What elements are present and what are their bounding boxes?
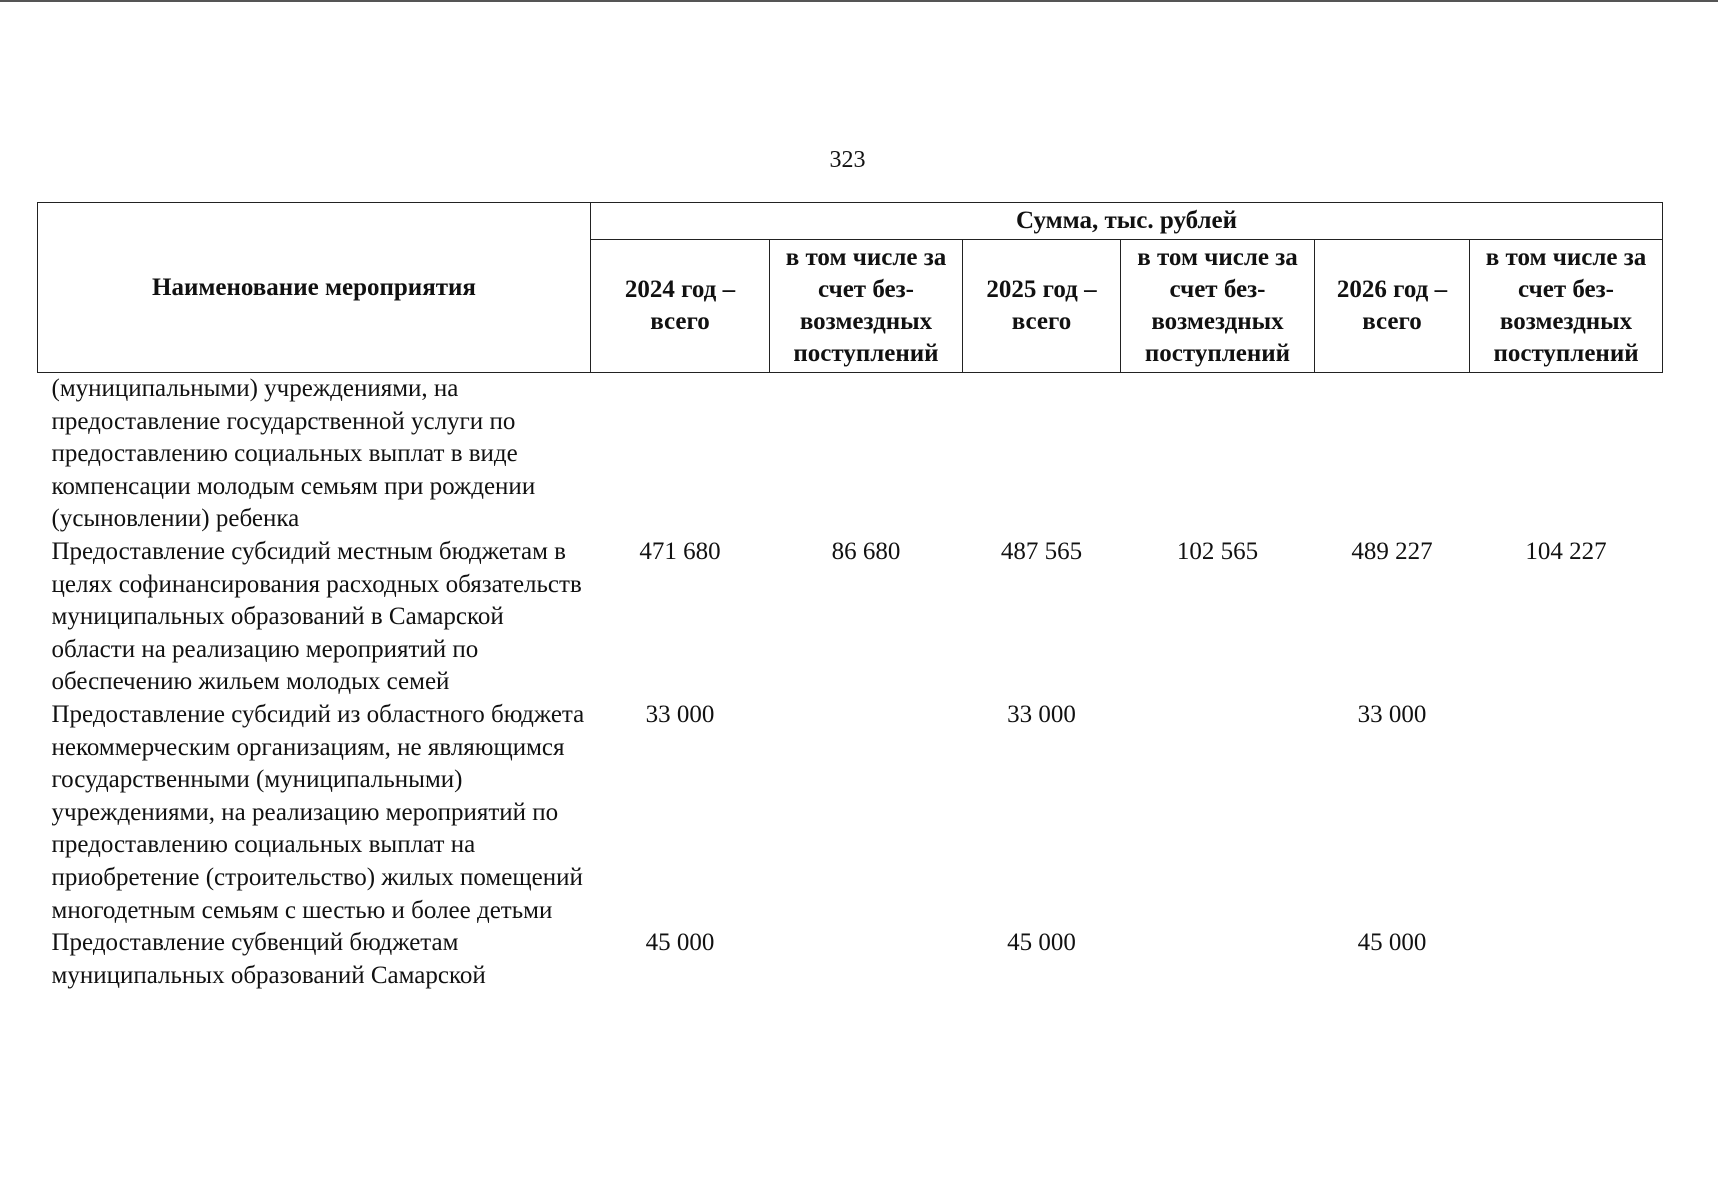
- cell-2026-grants: [1470, 699, 1663, 927]
- table-row: [38, 927, 1663, 992]
- header-event-name: Наименование мероприятия: [38, 203, 591, 373]
- header-2025-total: 2025 год – всего: [963, 240, 1121, 373]
- table-row: [38, 536, 1663, 699]
- header-2024-grants: в том числе за счет без-возмездных поступлений: [770, 240, 963, 373]
- cell-2024-total: 45 000: [645, 929, 715, 957]
- cell-2024-total: 33 000: [645, 700, 715, 728]
- table-row: [38, 373, 1663, 536]
- cell-2024-grants: [770, 927, 963, 992]
- cell-2024-grants: [770, 699, 963, 927]
- row-event-name: Предоставление субвенций бюджетам муниципальных образований Самарской: [51, 929, 486, 989]
- cell-2026-grants: 104 227: [1525, 537, 1607, 565]
- cell-2025-total: 487 565: [1000, 537, 1083, 565]
- cell-2025-total: [963, 373, 1121, 536]
- cell-2026-total: 489 227: [1351, 537, 1433, 565]
- row-event-name: Предоставление субсидий местным бюджетам в целях софинансирования расходных обязательств муниципальных образований в Самарской области на реализацию мероприятий по обеспечению жильем молодых семей: [51, 537, 582, 696]
- cell-2026-total: 45 000: [1357, 929, 1427, 957]
- header-2026-total: 2026 год – всего: [1315, 240, 1470, 373]
- cell-2026-grants: [1470, 927, 1663, 992]
- cell-2024-total: [591, 373, 770, 536]
- header-sum-title: Сумма, тыс. рублей: [591, 203, 1663, 240]
- cell-2024-grants: 86 680: [831, 537, 901, 565]
- cell-2026-total: 33 000: [1357, 700, 1427, 728]
- header-2025-grants: в том числе за счет без-возмездных поступлений: [1121, 240, 1315, 373]
- header-2026-grants: в том числе за счет без-возмездных поступлений: [1470, 240, 1663, 373]
- header-2024-total: 2024 год – всего: [591, 240, 770, 373]
- cell-2025-grants: [1121, 699, 1315, 927]
- row-event-name: (муниципальными) учреждениями, на предоставление государственной услуги по предоставлению социальных выплат в виде компенсации молодым семьям при рождении (усыновлении) ребенка: [51, 375, 536, 533]
- cell-2025-grants: [1121, 927, 1315, 992]
- cell-2025-total: 33 000: [1007, 700, 1076, 728]
- table-row: [38, 699, 1663, 927]
- cell-2025-grants: [1121, 373, 1315, 536]
- cell-2026-grants: [1470, 373, 1663, 536]
- cell-2024-total: 471 680: [639, 537, 721, 565]
- cell-2025-total: 45 000: [1007, 929, 1076, 957]
- budget-table: [37, 202, 1663, 992]
- top-rule: [0, 0, 1718, 2]
- row-event-name: Предоставление субсидий из областного бюджета некоммерческим организациям, не являющимся государственными (муниципальными) учреждениями, на реализацию мероприятий по предоставлению социальных выплат на приобретение (строительство) жилых помещений многодетным семьям с шестью и более детьми: [51, 700, 585, 924]
- cell-2025-grants: 102 565: [1176, 537, 1259, 565]
- cell-2024-grants: [770, 373, 963, 536]
- page-number: 323: [829, 147, 866, 173]
- cell-2026-total: [1315, 373, 1470, 536]
